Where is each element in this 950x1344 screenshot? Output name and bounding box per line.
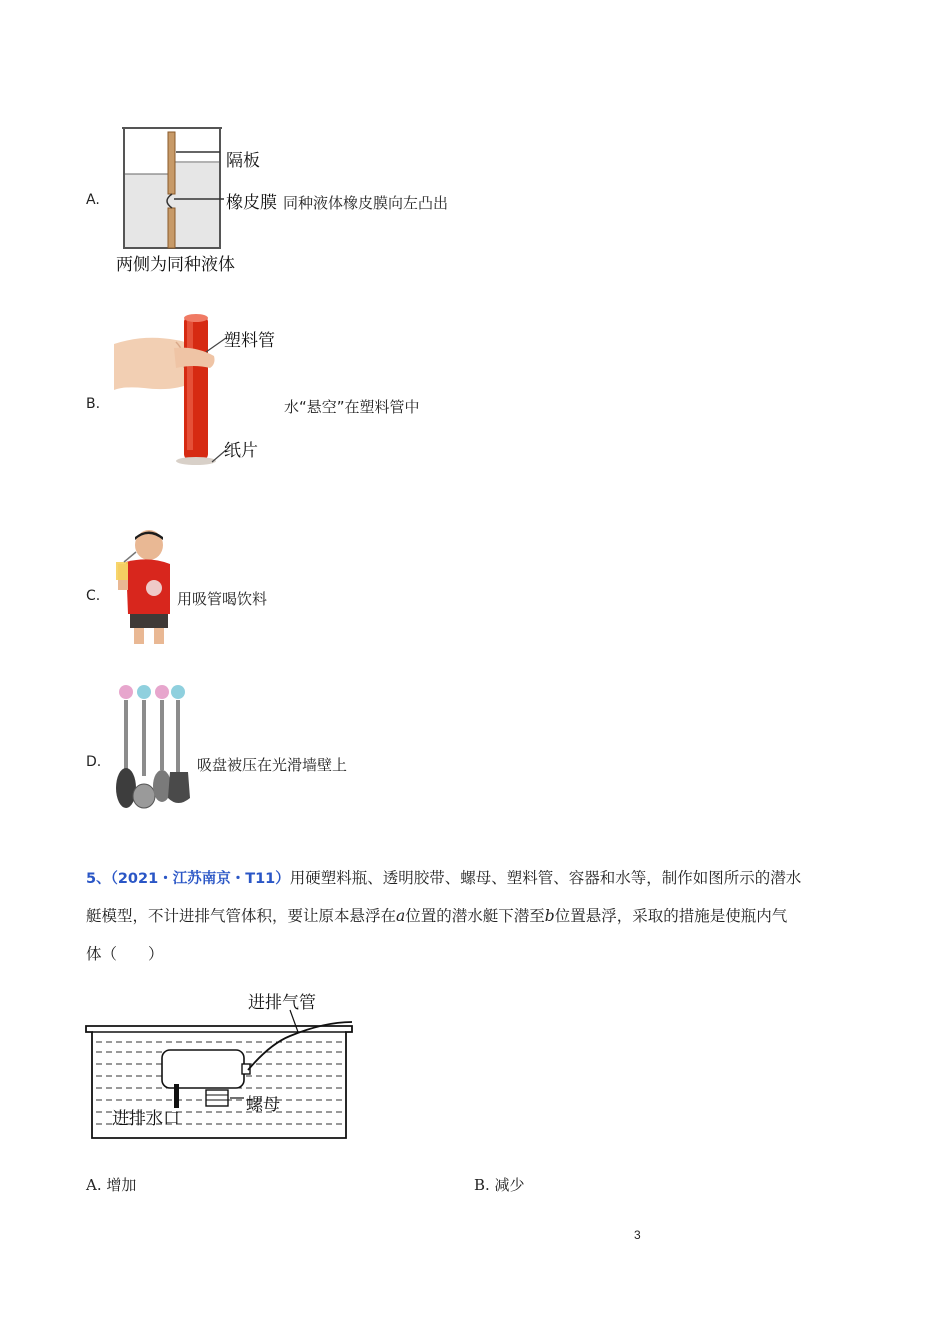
option-b-caption: 水“悬空”在塑料管中 [284,398,420,416]
option-d-caption: 吸盘被压在光滑墙壁上 [197,756,348,774]
question-5-line-3: 体（ ） [86,945,164,963]
water-port-label: 进排水口 [112,1109,180,1129]
question-5-head: 5、（2021・江苏南京・T11） [86,871,290,887]
liquid-both-sides-label: 两侧为同种液体 [116,255,235,275]
plastic-tube-label: 塑料管 [224,331,275,351]
option-a-caption: 同种液体橡皮膜向左凸出 [283,194,449,212]
option-c-letter: C. [86,588,101,604]
answer-b[interactable]: B. 减少 [474,1176,525,1194]
position-a-var: a [396,907,406,925]
position-b-var: b [544,907,555,925]
option-d-letter: D. [86,754,102,770]
question-5-text-2a: 艇模型，不计进排气管体积，要让原本悬浮在 [86,907,397,925]
partition-label: 隔板 [226,151,260,171]
question-5-text-1: 用硬塑料瓶、透明胶带、螺母、塑料管、容器和水等，制作如图所示的潜水 [289,869,802,887]
question-5-text-2b: 位置的潜水艇下潜至 [405,907,545,925]
option-a-letter: A. [86,192,100,208]
option-b-letter: B. [86,396,101,412]
option-d-figure [112,682,196,812]
question-5-line-1 [86,859,801,898]
question-5-line-2 [86,897,787,935]
option-c-figure [112,528,174,646]
membrane-label: 橡皮膜 [226,193,277,213]
answer-a[interactable]: A. 增加 [86,1176,137,1194]
question-5-text-2c: 位置悬浮，采取的措施是使瓶内气 [554,907,788,925]
air-pipe-label: 进排气管 [248,993,316,1013]
nut-label: 螺母 [246,1095,280,1115]
option-c-caption: 用吸管喝饮料 [177,590,268,608]
paper-label: 纸片 [224,441,258,461]
page-number: 3 [634,1228,641,1242]
